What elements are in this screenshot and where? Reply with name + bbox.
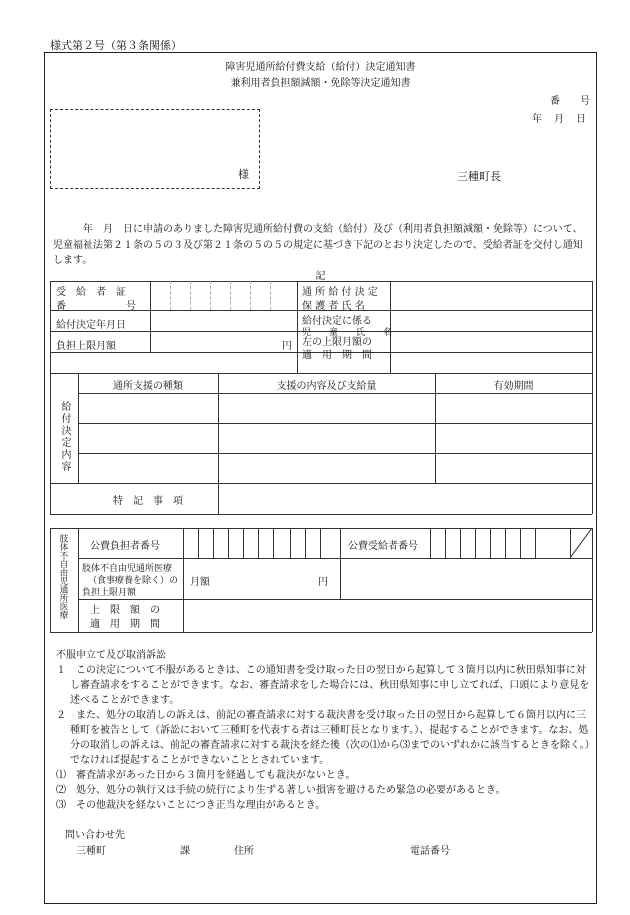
col-support-content: 支援の内容及び支給量: [276, 381, 377, 392]
label-decision-content: 給付決定内容: [59, 401, 70, 473]
objection-section: [56, 648, 592, 813]
objection-heading: 不服申立て及び取消訴訟: [56, 650, 166, 661]
label-medical-limit-1: 肢体不自由児通所医療: [82, 564, 173, 574]
label-medical-period-1: 上 限 額 の: [90, 605, 160, 616]
title-line1: 障害児通所給付費支給（給付）決定通知書: [225, 62, 416, 73]
contact-address: 住所: [234, 846, 254, 857]
date-year: 年: [532, 114, 542, 125]
medical-table: [50, 528, 592, 632]
decision-table: [50, 281, 592, 514]
col-support-type: 通所支援の種類: [113, 381, 183, 392]
label-medical-yen: 円: [318, 577, 328, 588]
label-limit-yen: 円: [282, 341, 292, 352]
contact-heading: 問い合わせ先: [65, 830, 125, 841]
objection-item2: ２ また、処分の取消しの訴えは、前記の審査請求に対する裁決書を受け取った日の翌日から起算して６箇月以内に三種町を被告として（訴訟において三種町を代表する者は三種町長となります。）、提起することができます。なお、処分の取消しの訴えは、前記の審査請求に対する裁決を経た後（次の⑴から⑶までのいずれかに該当するときを除く。）でなければ提起することができないこととされています。: [56, 710, 590, 766]
col-valid-period: 有効期間: [493, 381, 534, 392]
title-line2: 兼利用者負担額減額・免除等決定通知書: [230, 78, 411, 89]
honorific: 様: [238, 168, 249, 181]
label-medical-limit-2: （食事療養を除く）の: [88, 576, 179, 586]
label-recipient-no-1: 受 給 者 証: [56, 287, 126, 298]
issuer: 三種町長: [457, 170, 501, 183]
objection-sub3: ⑶ その他裁決を経ないことにつき正当な理由があるとき。: [56, 800, 326, 811]
number-label: 番 号: [550, 96, 590, 107]
label-child-1: 給付決定に係る: [302, 316, 372, 327]
label-child-2: 児 童 氏 名: [302, 328, 393, 338]
label-decision-date: 給付決定年月日: [56, 320, 126, 331]
label-monthly: 月額: [190, 577, 210, 588]
date-day: 日: [576, 114, 586, 125]
objection-item1: １ この決定について不服があるときは、この通知書を受け取った日の翌日から起算して３箇月以内に秋田県知事に対し審査請求をすることができます。なお、審査請求をした場合には、秋田県知事に申し立てれば、口頭により意見を述べることができます。: [56, 665, 590, 706]
label-limit-period-1: 左の上限月額の: [302, 337, 372, 348]
label-guardian-1: 通 所 給 付 決 定: [302, 287, 378, 298]
diagonal-mark: [570, 528, 592, 558]
form-id: 様式第２号（第３条関係）: [50, 39, 182, 52]
label-guardian-2: 保 護 者 氏 名: [302, 301, 365, 312]
contact-phone: 電話番号: [410, 846, 450, 857]
label-public-recipient-no: 公費受給者番号: [348, 541, 418, 552]
intro-paragraph: 年 月 日に申請のありました障害児通所給付費の支給（給付）及び（利用者負担額減額・免除等）について、児童福祉法第２１条の５の３及び第２１条の５の５の規定に基づき下記のとおり決定したので、受給者証を交付し通知します。: [53, 224, 583, 266]
label-medical-limit-3: 負担上限月額: [82, 588, 137, 598]
objection-sub1: ⑴ 審査請求があった日から３箇月を経過しても裁決がないとき。: [56, 770, 356, 781]
label-recipient-no-2: 番 号: [56, 301, 136, 312]
label-medical-section: 肢体不自由児通所医療: [58, 534, 68, 619]
address-box: [50, 109, 260, 189]
label-payer-no: 公費負担者番号: [90, 541, 160, 552]
date-month: 月: [554, 114, 564, 125]
label-limit-period-2: 適 用 期 間: [302, 350, 372, 361]
label-notes: 特 記 事 項: [113, 496, 183, 507]
ki-heading: 記: [315, 271, 326, 282]
objection-sub2: ⑵ 処分、処分の執行又は手続の続行により生ずる著しい損害を避けるため緊急の必要があるとき。: [56, 785, 506, 796]
contact-section: 課: [180, 846, 190, 857]
contact-town: 三種町: [76, 846, 106, 857]
label-medical-period-2: 適 用 期 間: [90, 619, 160, 630]
label-limit: 負担上限月額: [56, 341, 116, 352]
